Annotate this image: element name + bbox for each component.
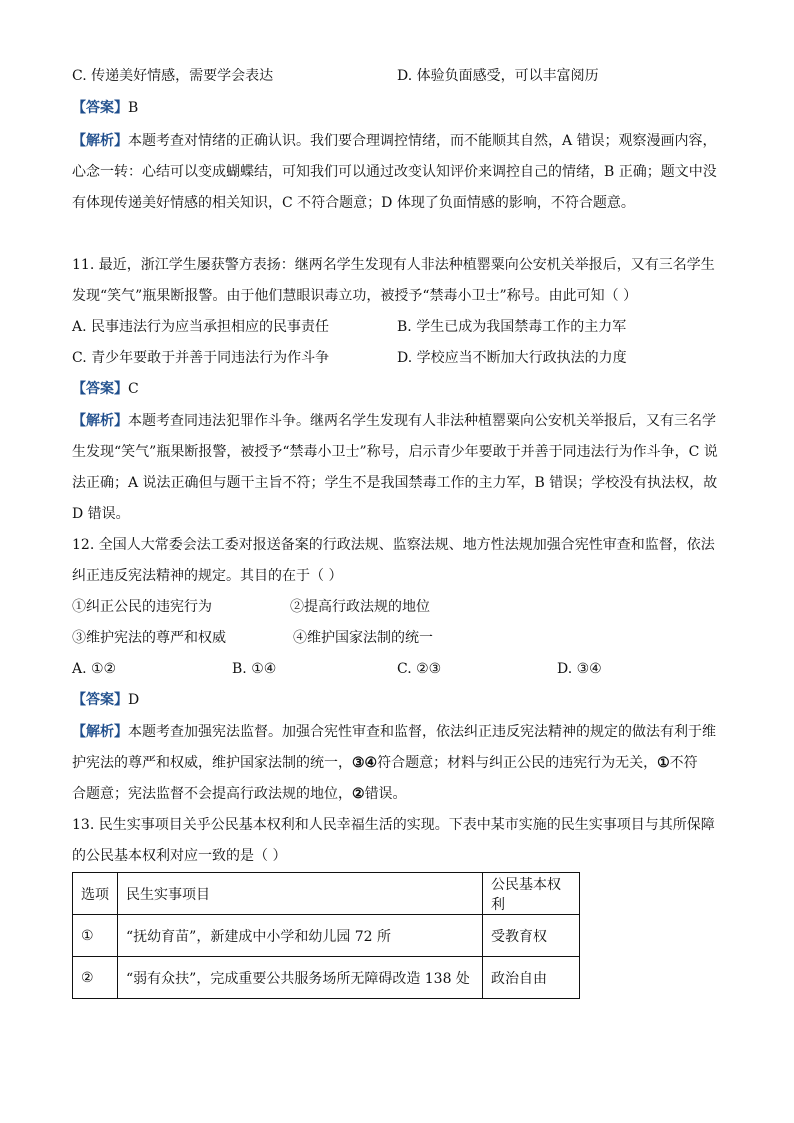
table-cell: “弱有众扶”，完成重要公共服务场所无障碍改造 138 处	[118, 957, 483, 999]
table-cell: 受教育权	[483, 915, 580, 957]
answer-tag: 【答案】	[72, 692, 128, 708]
q10-analysis-line-3: 有体现传递美好情感的相关知识，C 不符合题意；D 体现了负面情感的影响，不符合题意。	[72, 195, 635, 211]
q12-item-1: ①纠正公民的违宪行为	[72, 599, 212, 615]
q10-answer	[72, 98, 138, 118]
analysis-text: 符合题意；材料与纠正公民的违宪行为无关，	[377, 755, 658, 771]
q12-option-b: B. ①④	[232, 661, 277, 677]
analysis-text: 本题考查加强宪法监督。加强合宪性审查和监督，依法纠正违反宪法精神的规定的做法有利于维	[128, 724, 716, 740]
q11-analysis-line-2: 生发现“笑气”瓶果断报警，被授予“禁毒小卫士”称号，启示青少年要敢于并善于同违法行为作斗争，C 说	[72, 444, 718, 460]
q12-option-a: A. ①②	[72, 661, 117, 677]
table-header-cell: 公民基本权利	[483, 873, 580, 915]
rights-table	[72, 872, 580, 999]
analysis-tag: 【解析】	[72, 724, 128, 740]
analysis-text: 护宪法的尊严和权威，维护国家法制的统一，	[72, 755, 352, 771]
q11-option-b: B. 学生已成为我国禁毒工作的主力军	[397, 319, 627, 335]
analysis-text: 合题意；宪法监督不会提高行政法规的地位，	[72, 786, 352, 802]
q12-analysis-line-3	[72, 784, 407, 804]
q12-item-3: ③维护宪法的尊严和权威	[72, 630, 226, 646]
q12-item-4: ④维护国家法制的统一	[293, 630, 433, 646]
q11-analysis-line-1	[72, 411, 716, 431]
table-cell: “抚幼育苗”，新建成中小学和幼儿园 72 所	[118, 915, 483, 957]
q11-stem-line-2: 发现“笑气”瓶果断报警。由于他们慧眼识毒立功，被授予“禁毒小卫士”称号。由此可知（ ）	[72, 288, 638, 304]
circled-number: ①	[657, 755, 670, 771]
q11-analysis-line-3: 法正确；A 说法正确但与题干主旨不符；学生不是我国禁毒工作的主力军，B 错误；学校没有执法权，故	[72, 475, 718, 491]
q10-option-c: C. 传递美好情感，需要学会表达	[72, 68, 274, 84]
analysis-tag: 【解析】	[72, 413, 128, 429]
analysis-tag: 【解析】	[72, 133, 128, 149]
table-cell: 政治自由	[483, 957, 580, 999]
analysis-text: 本题考查同违法犯罪作斗争。继两名学生发现有人非法种植罂粟向公安机关举报后，又有三名学	[128, 413, 716, 429]
q13-stem-line-1: 13. 民生实事项目关乎公民基本权利和人民幸福生活的实现。下表中某市实施的民生实事项目与其所保障	[72, 817, 715, 833]
table-cell: ①	[73, 915, 118, 957]
answer-tag: 【答案】	[72, 381, 128, 397]
q13-stem-line-2: 的公民基本权利对应一致的是（ ）	[72, 848, 287, 864]
q11-answer	[72, 379, 139, 399]
q10-analysis-line-1	[72, 131, 717, 151]
q10-analysis-line-2: 心念一转：心结可以变成蝴蝶结，可知我们可以通过改变认知评价来调控自己的情绪，B 正确；题文中没	[72, 164, 717, 180]
analysis-text: 本题考查对情绪的正确认识。我们要合理调控情绪，而不能顺其自然，A 错误；观察漫画内容，	[128, 133, 717, 149]
q12-analysis-line-1	[72, 722, 716, 742]
q12-stem-line-1: 12. 全国人大常委会法工委对报送备案的行政法规、监察法规、地方性法规加强合宪性审查和监督，依法	[72, 537, 715, 553]
q10-option-d: D. 体验负面感受，可以丰富阅历	[397, 68, 599, 84]
q12-option-d: D. ③④	[557, 661, 602, 677]
analysis-text: 错误。	[364, 786, 407, 802]
table-row	[73, 957, 580, 999]
q11-option-c: C. 青少年要敢于并善于同违法行为作斗争	[72, 350, 330, 366]
q11-stem-line-1: 11. 最近，浙江学生屡获警方表扬：继两名学生发现有人非法种植罂粟向公安机关举报后，又有三名学生	[72, 257, 715, 273]
table-cell: ②	[73, 957, 118, 999]
table-header-row	[73, 873, 580, 915]
circled-number: ②	[352, 786, 365, 802]
q12-analysis-line-2	[72, 753, 698, 773]
q11-option-a: A. 民事违法行为应当承担相应的民事责任	[72, 319, 330, 335]
answer-tag: 【答案】	[72, 100, 128, 116]
answer-value: C	[128, 381, 139, 397]
q12-stem-line-2: 纠正违反宪法精神的规定。其目的在于（ ）	[72, 568, 343, 584]
answer-value: B	[128, 100, 139, 116]
table-header-cell: 民生实事项目	[118, 873, 483, 915]
table-row	[73, 915, 580, 957]
q12-item-2: ②提高行政法规的地位	[290, 599, 430, 615]
q11-analysis-line-4: D 错误。	[72, 506, 130, 522]
table-header-cell: 选项	[73, 873, 118, 915]
answer-value: D	[128, 692, 140, 708]
q12-option-c: C. ②③	[397, 661, 442, 677]
circled-numbers: ③④	[352, 755, 378, 771]
q11-option-d: D. 学校应当不断加大行政执法的力度	[397, 350, 627, 366]
analysis-text: 不符	[669, 755, 698, 771]
q12-answer	[72, 690, 139, 710]
